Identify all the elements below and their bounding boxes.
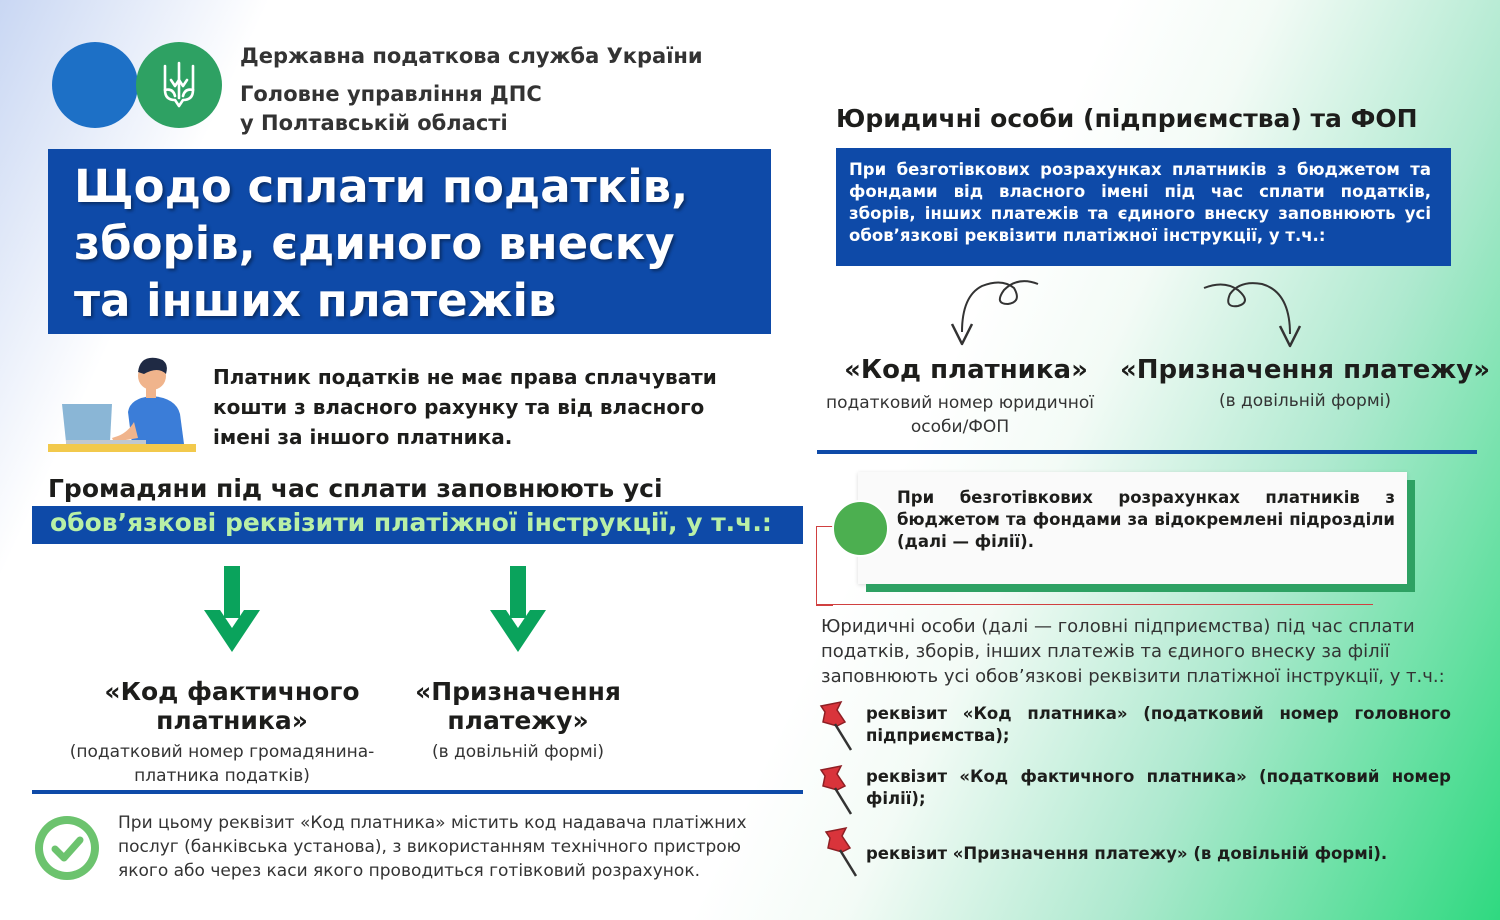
legal-payment-purpose-label: «Призначення платежу» bbox=[1119, 355, 1491, 385]
connector-line bbox=[816, 526, 833, 606]
title-line-1: Щодо сплати податків, bbox=[74, 160, 689, 213]
org-line-1: Державна податкова служба України bbox=[240, 44, 703, 68]
actual-payer-code-note-line-1: (податковий номер громадянина- bbox=[69, 742, 375, 762]
head-enterprises-line-2: податків, зборів, інших платежів та єдиного внеску за філії bbox=[821, 641, 1390, 662]
head-enterprises-paragraph bbox=[821, 614, 1451, 689]
payment-purpose-label bbox=[398, 677, 638, 735]
payer-code-note-line-1: податковий номер юридичної bbox=[825, 393, 1094, 413]
arrow-down-icon bbox=[488, 566, 548, 656]
head-enterprises-line-3: заповнюють усі обов’язкові реквізити платіжної інструкції, у т.ч.: bbox=[821, 666, 1445, 687]
actual-payer-code-note-line-2: платника податків) bbox=[134, 766, 310, 786]
title-line-2: зборів, єдиного внеску bbox=[74, 217, 675, 270]
legal-payment-purpose-note: (в довільній формі) bbox=[1218, 391, 1392, 411]
payer-code-note bbox=[118, 811, 768, 883]
actual-payer-code-line-1: «Код фактичного bbox=[104, 677, 360, 706]
curly-arrow-left-icon bbox=[948, 278, 1048, 350]
rule-line-3: імені за іншого платника. bbox=[213, 425, 513, 449]
payment-purpose-line-1: «Призначення bbox=[415, 677, 621, 706]
branches-text: При безготівкових розрахунках платників з бюджетом та фондами за відокремлені підрозділи (далі — філії). bbox=[897, 488, 1395, 551]
payer-code-note-line-2: особи/ФОП bbox=[910, 417, 1010, 437]
push-pin-icon bbox=[815, 764, 857, 816]
actual-payer-code-note bbox=[52, 740, 392, 788]
rule-statement bbox=[213, 362, 793, 452]
push-pin-icon bbox=[820, 826, 862, 878]
rule-line-1: Платник податків не має права сплачувати bbox=[213, 365, 717, 389]
citizens-subheading: обов’язкові реквізити платіжної інструкції, у т.ч.: bbox=[50, 508, 772, 537]
title-line-3: та інших платежів bbox=[74, 274, 557, 327]
requisite-item: реквізит «Код платника» (податковий номер головного підприємства); bbox=[866, 704, 1451, 745]
dps-logo-green-circle bbox=[136, 42, 222, 128]
green-dot-marker bbox=[832, 500, 889, 557]
payment-purpose-line-2: платежу» bbox=[447, 706, 589, 735]
push-pin-icon bbox=[815, 700, 857, 752]
section-divider bbox=[32, 790, 803, 794]
payer-code-note bbox=[810, 391, 1110, 439]
dps-logo-blue-circle bbox=[52, 42, 138, 128]
org-line-2: Головне управління ДПС bbox=[240, 82, 542, 106]
org-line-3: у Полтавській області bbox=[240, 111, 508, 135]
requisite-item: реквізит «Код фактичного платника» (податковий номер філії); bbox=[866, 767, 1451, 808]
note-line-3: якого або через каси якого проводиться готівковий розрахунок. bbox=[118, 861, 700, 881]
legal-entities-heading: Юридичні особи (підприємства) та ФОП bbox=[836, 104, 1418, 133]
rule-line-2: кошти з власного рахунку та від власного bbox=[213, 395, 705, 419]
trident-emblem-icon bbox=[161, 60, 197, 110]
page-title bbox=[74, 158, 764, 329]
actual-payer-code-line-2: платника» bbox=[156, 706, 308, 735]
section-divider bbox=[817, 450, 1477, 454]
curly-arrow-right-icon bbox=[1200, 278, 1310, 352]
payer-code-label: «Код платника» bbox=[844, 355, 1088, 385]
person-at-laptop-illustration bbox=[48, 352, 196, 457]
actual-payer-code-label bbox=[72, 677, 392, 735]
arrow-down-icon bbox=[202, 566, 262, 656]
check-circle-icon bbox=[33, 814, 101, 882]
note-line-1: При цьому реквізит «Код платника» містить код надавача платіжних bbox=[118, 813, 747, 833]
head-enterprises-line-1: Юридичні особи (далі — головні підприємства) під час сплати bbox=[821, 616, 1415, 637]
connector-line bbox=[816, 604, 1373, 605]
citizens-heading: Громадяни під час сплати заповнюють усі bbox=[48, 474, 663, 503]
payment-purpose-note: (в довільній формі) bbox=[431, 742, 605, 762]
legal-entities-text: При безготівкових розрахунках платників з бюджетом та фондами від власного імені під час сплати податків, зборів, інших платежів та єдиного внеску заповнюють усі обов’язкові реквізити платіжної інструкції, у т.ч.: bbox=[849, 160, 1431, 245]
note-line-2: послуг (банківська установа), з використанням технічного пристрою bbox=[118, 837, 741, 857]
requisite-item: реквізит «Призначення платежу» (в довільній формі). bbox=[866, 844, 1388, 863]
organization-name bbox=[240, 42, 703, 138]
